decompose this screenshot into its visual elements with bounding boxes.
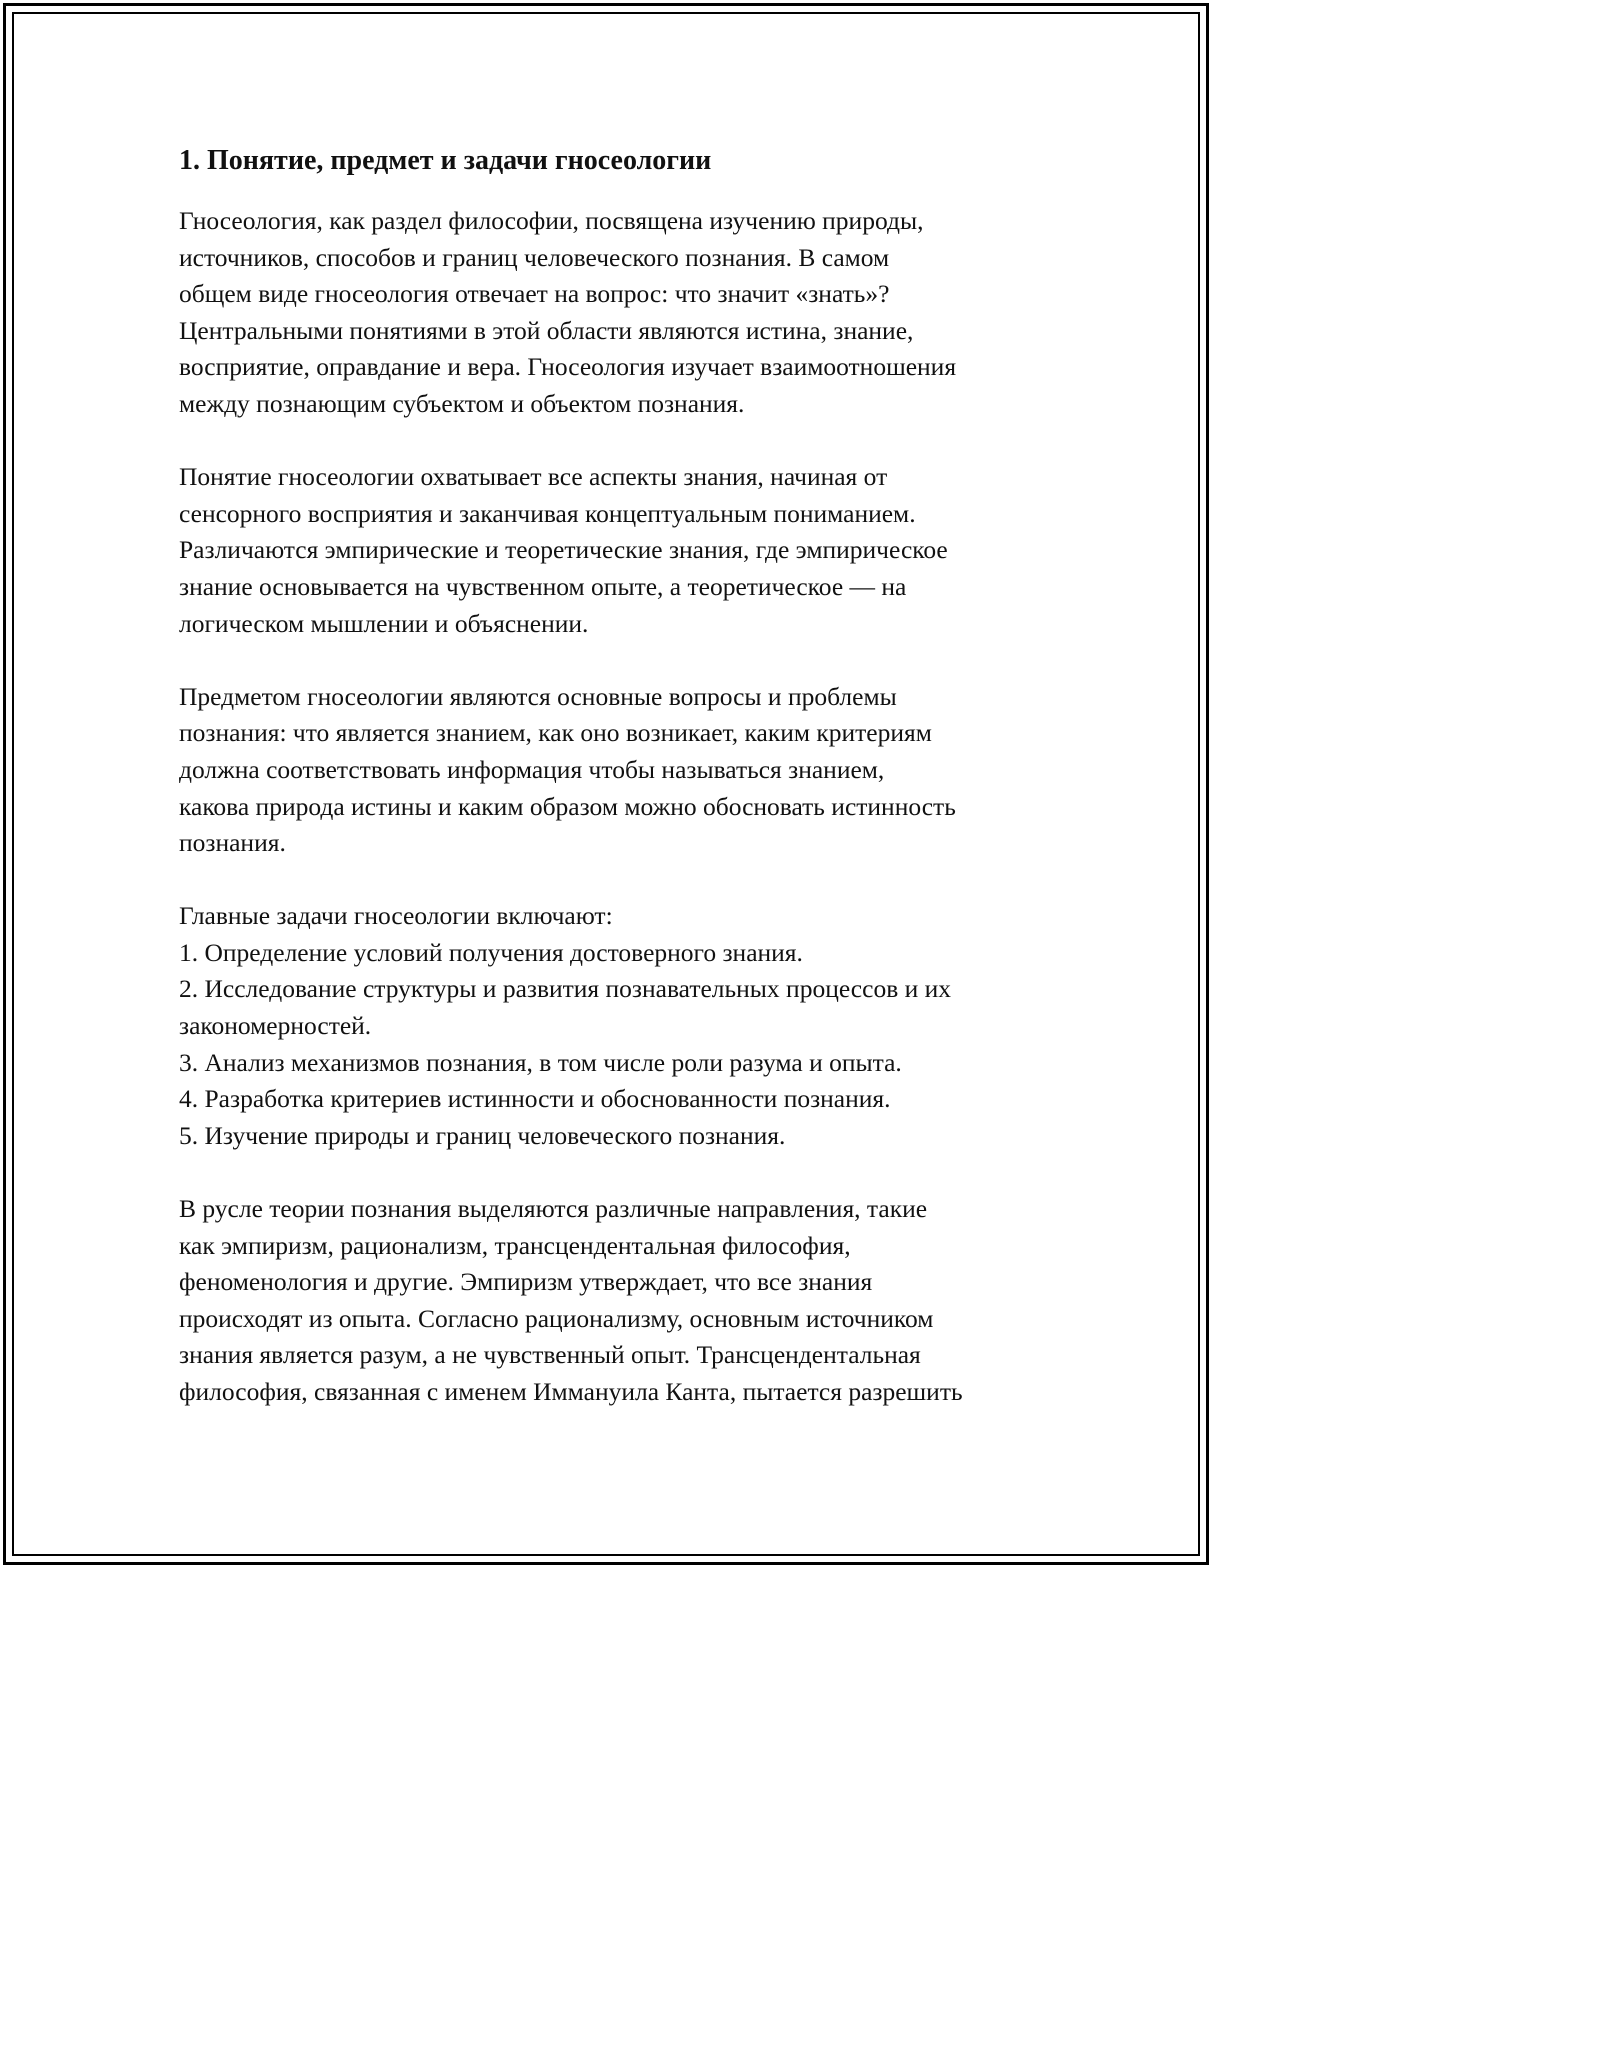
text-line: общем виде гносеология отвечает на вопрос: что значит «знать»? [179, 279, 890, 309]
text-line: феноменология и другие. Эмпиризм утверждает, что все знания [179, 1267, 873, 1297]
text-line: логическом мышлении и объяснении. [179, 608, 589, 638]
paragraph-definition [179, 203, 1059, 423]
list-item: 3. Анализ механизмов познания, в том числе роли разума и опыта. [179, 1047, 902, 1077]
text-line: сенсорного восприятия и заканчивая концептуальным пониманием. [179, 498, 916, 528]
list-intro: Главные задачи гносеологии включают: [179, 901, 613, 931]
text-line: познания: что является знанием, как оно возникает, каким критериям [179, 718, 932, 748]
paragraph-directions [179, 1191, 1059, 1411]
list-item-continuation: закономерностей. [179, 1011, 372, 1041]
text-line: философия, связанная с именем Иммануила Канта, пытается разрешить [179, 1377, 963, 1406]
text-line: познания. [179, 828, 286, 858]
text-line: происходят из опыта. Согласно рационализму, основным источником [179, 1303, 934, 1333]
paragraph-concept [179, 459, 1059, 642]
text-line: между познающим субъектом и объектом познания. [179, 388, 745, 418]
text-line: восприятие, оправдание и вера. Гносеология изучает взаимоотношения [179, 352, 957, 382]
text-line: Гносеология, как раздел философии, посвящена изучению природы, [179, 206, 924, 235]
text-line: источников, способов и границ человеческого познания. В самом [179, 242, 890, 272]
paragraph-subject [179, 679, 1059, 862]
list-item: 2. Исследование структуры и развития познавательных процессов и их [179, 974, 952, 1004]
text-line: Предметом гносеологии являются основные вопросы и проблемы [179, 681, 897, 711]
text-line: какова природа истины и каким образом можно обосновать истинность [179, 791, 956, 821]
section-heading: 1. Понятие, предмет и задачи гносеологии [179, 145, 712, 176]
text-line: Центральными понятиями в этой области являются истина, знание, [179, 315, 914, 345]
list-item: 4. Разработка критериев истинности и обоснованности познания. [179, 1084, 891, 1114]
list-item: 5. Изучение природы и границ человеческого познания. [179, 1120, 786, 1150]
text-line: знания является разум, а не чувственный опыт. Трансцендентальная [179, 1340, 921, 1370]
text-line: Понятие гносеологии охватывает все аспекты знания, начиная от [179, 462, 888, 492]
list-item: 1. Определение условий получения достоверного знания. [179, 937, 803, 967]
paragraph-tasks-list [179, 898, 1059, 1154]
text-line: как эмпиризм, рационализм, трансцендентальная философия, [179, 1230, 851, 1260]
text-line: знание основывается на чувственном опыте, а теоретическое — на [179, 571, 907, 601]
document-body [179, 141, 1059, 1447]
text-line: должна соответствовать информация чтобы называться знанием, [179, 754, 885, 784]
text-line: В русле теории познания выделяются различные направления, такие [179, 1194, 928, 1224]
text-line: Различаются эмпирические и теоретические знания, где эмпирическое [179, 535, 948, 565]
